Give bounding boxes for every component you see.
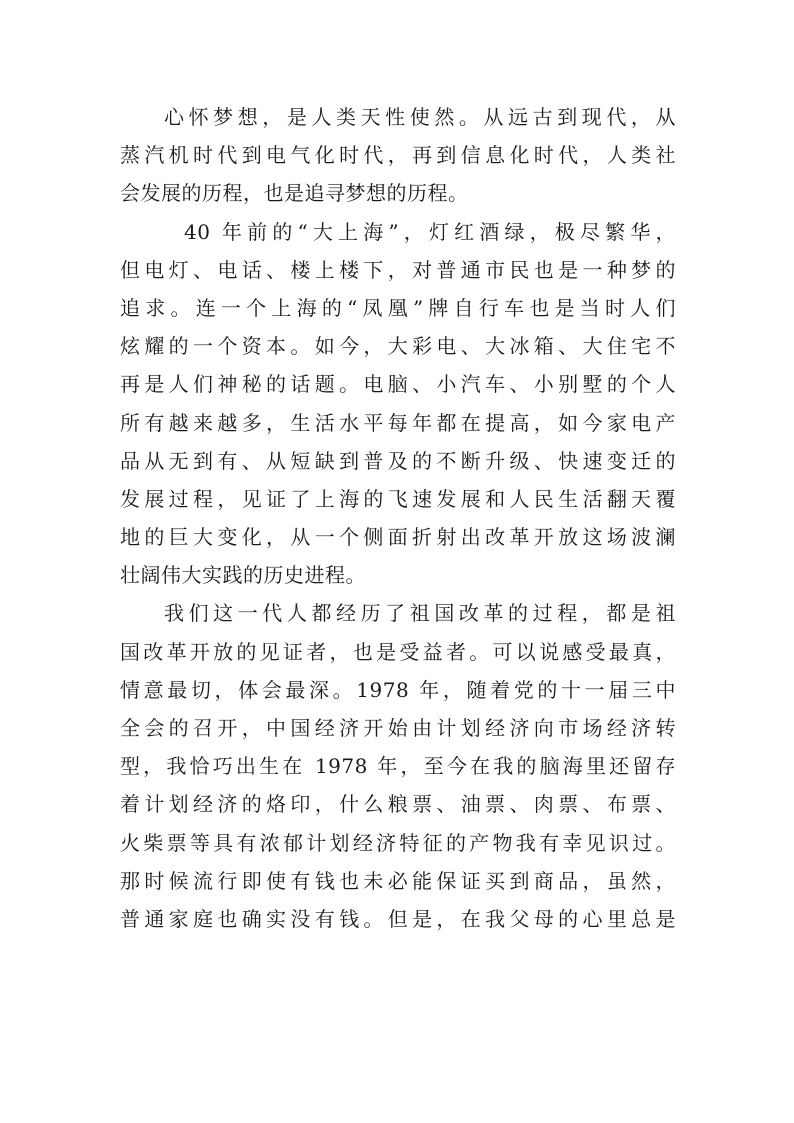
paragraph-2-line-2: 但电灯、电话、楼上楼下，对普通市民也是一种梦的: [120, 257, 676, 282]
paragraph-2-line-6: 所有越来越多，生活水平每年都在提高，如今家电产: [120, 410, 676, 435]
paragraph-3-line-6: 着计划经济的烙印，什么粮票、油票、肉票、布票、: [120, 792, 676, 817]
paragraph-2-line-5: 再是人们神秘的话题。电脑、小汽车、小别墅的个人: [120, 372, 676, 397]
paragraph-2-line-3: 追求。连一个上海的“凤凰”牌自行车也是当时人们: [120, 295, 676, 320]
paragraph-1-line-2: 蒸汽机时代到电气化时代，再到信息化时代，人类社: [120, 143, 676, 168]
paragraph-2-line-9: 地的巨大变化，从一个侧面折射出改革开放这场波澜: [120, 525, 676, 550]
body-text: [120, 98, 676, 938]
paragraph-3-line-2: 国改革开放的见证者，也是受益者。可以说感受最真，: [120, 639, 676, 664]
paragraph-2-line-10: 壮阔伟大实践的历史进程。: [120, 563, 366, 588]
paragraph-3-line-3: 情意最切，体会最深。1978 年，随着党的十一届三中: [120, 677, 676, 702]
paragraph-2-line-7: 品从无到有、从短缺到普及的不断升级、快速变迁的: [120, 448, 676, 473]
paragraph-3-line-8: 那时候流行即使有钱也未必能保证买到商品，虽然，: [120, 868, 676, 893]
paragraph-1-line-3: 会发展的历程，也是追寻梦想的历程。: [120, 181, 469, 206]
paragraph-3-line-9: 普通家庭也确实没有钱。但是，在我父母的心里总是: [120, 906, 676, 931]
paragraph-2-line-8: 发展过程，见证了上海的飞速发展和人民生活翻天覆: [120, 486, 676, 511]
paragraph-2-line-1: 40 年前的“大上海”，灯红酒绿，极尽繁华，: [184, 219, 676, 244]
paragraph-3-line-7: 火柴票等具有浓郁计划经济特征的产物我有幸见识过。: [120, 830, 676, 855]
paragraph-3-line-4: 全会的召开，中国经济开始由计划经济向市场经济转: [120, 716, 676, 740]
paragraph-3-line-5: 型，我恰巧出生在 1978 年，至今在我的脑海里还留存: [120, 754, 676, 779]
paragraph-1-line-1: 心怀梦想，是人类天性使然。从远古到现代，从: [164, 105, 676, 129]
paragraph-3-line-1: 我们这一代人都经历了祖国改革的过程，都是祖: [164, 601, 676, 626]
paragraph-2-line-4: 炫耀的一个资本。如今，大彩电、大冰箱、大住宅不: [120, 334, 676, 359]
